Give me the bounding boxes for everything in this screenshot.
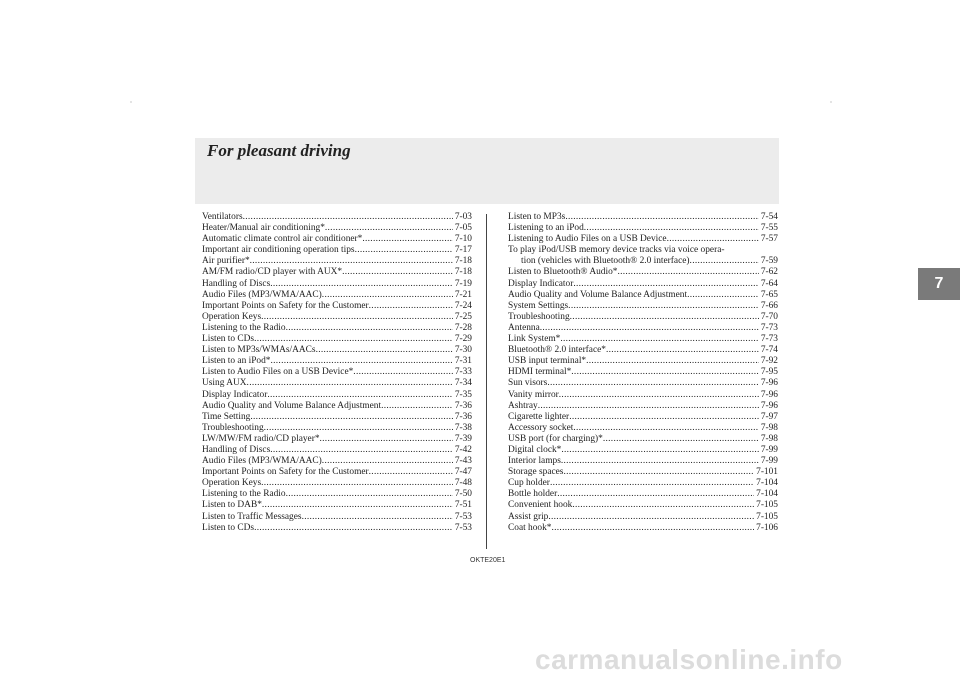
entry-title: Important air conditioning operation tips bbox=[202, 245, 355, 256]
entry-title: Listen to MP3s bbox=[508, 212, 566, 222]
entry-title: Listening to the Radio bbox=[202, 322, 286, 333]
entry-leader-dots bbox=[369, 467, 453, 478]
toc-entry[interactable] bbox=[508, 312, 778, 323]
toc-entry[interactable] bbox=[202, 312, 472, 323]
entry-title: Display Indicator bbox=[202, 389, 268, 400]
entry-leader-dots bbox=[586, 356, 759, 367]
toc-entry[interactable] bbox=[508, 467, 778, 478]
chapter-header-band bbox=[195, 138, 779, 204]
entry-title: Digital clock* bbox=[508, 444, 562, 455]
entry-title: Sun visors bbox=[508, 378, 548, 389]
entry-leader-dots bbox=[250, 412, 452, 423]
entry-page-number: 7-105 bbox=[756, 500, 778, 511]
entry-leader-dots bbox=[261, 312, 453, 323]
entry-page-number: 7-53 bbox=[454, 522, 472, 533]
entry-leader-dots bbox=[568, 301, 759, 312]
entry-title: Audio Files (MP3/WMA/AAC) bbox=[202, 456, 322, 467]
entry-leader-dots bbox=[570, 312, 759, 323]
toc-entry[interactable] bbox=[508, 456, 778, 467]
entry-leader-dots bbox=[264, 423, 453, 434]
toc-entry[interactable] bbox=[508, 523, 778, 534]
entry-page-number: 7-18 bbox=[454, 267, 472, 278]
toc-entry[interactable] bbox=[202, 378, 472, 389]
entry-leader-dots bbox=[690, 256, 759, 267]
entry-leader-dots bbox=[353, 367, 453, 378]
toc-entry[interactable] bbox=[508, 234, 778, 245]
entry-leader-dots bbox=[286, 489, 453, 500]
entry-title: Listen to Traffic Messages bbox=[202, 511, 302, 522]
entry-page-number: 7-92 bbox=[760, 356, 778, 367]
entry-title: Important Points on Safety for the Customer bbox=[202, 467, 369, 478]
entry-title: Time Setting bbox=[202, 411, 251, 422]
entry-leader-dots bbox=[584, 223, 759, 234]
entry-leader-dots bbox=[561, 445, 758, 456]
toc-entry[interactable] bbox=[202, 256, 472, 267]
entry-page-number: 7-73 bbox=[760, 322, 778, 333]
entry-title: Automatic climate control air conditioner* bbox=[202, 234, 363, 245]
entry-leader-dots bbox=[369, 301, 453, 312]
toc-entry[interactable] bbox=[202, 301, 472, 312]
entry-title: Important Points on Safety for the Customer bbox=[202, 300, 369, 311]
toc-entry[interactable] bbox=[508, 356, 778, 367]
entry-title: Listen to Audio Files on a USB Device* bbox=[202, 367, 354, 378]
entry-page-number: 7-99 bbox=[760, 444, 778, 455]
entry-title: Interior lamps bbox=[508, 456, 561, 467]
entry-leader-dots bbox=[270, 445, 453, 456]
toc-left-column bbox=[202, 212, 472, 534]
entry-page-number: 7-35 bbox=[454, 389, 472, 400]
toc-entry[interactable] bbox=[508, 267, 778, 278]
entry-leader-dots bbox=[603, 434, 759, 445]
entry-page-number: 7-96 bbox=[760, 400, 778, 411]
toc-entry[interactable] bbox=[202, 367, 472, 378]
entry-title: LW/MW/FM radio/CD player* bbox=[202, 433, 320, 444]
entry-leader-dots bbox=[606, 345, 759, 356]
entry-page-number: 7-47 bbox=[454, 467, 472, 478]
entry-page-number: 7-29 bbox=[454, 334, 472, 345]
entry-title: Audio Quality and Volume Balance Adjustment bbox=[508, 289, 688, 300]
toc-entry[interactable] bbox=[202, 334, 472, 345]
entry-title: AM/FM radio/CD player with AUX* bbox=[202, 267, 343, 278]
entry-page-number: 7-50 bbox=[454, 489, 472, 500]
toc-entry[interactable] bbox=[202, 390, 472, 401]
entry-leader-dots bbox=[572, 500, 754, 511]
entry-page-number: 7-55 bbox=[760, 223, 778, 234]
entry-page-number: 7-104 bbox=[756, 489, 778, 500]
entry-page-number: 7-98 bbox=[760, 422, 778, 433]
entry-title-line2: tion (vehicles with Bluetooth® 2.0 interface) bbox=[521, 256, 690, 267]
entry-leader-dots bbox=[569, 412, 759, 423]
entry-page-number: 7-99 bbox=[760, 456, 778, 467]
entry-page-number: 7-03 bbox=[454, 212, 472, 222]
entry-page-number: 7-96 bbox=[760, 378, 778, 389]
entry-title: Air purifier* bbox=[202, 256, 250, 267]
corner-mark-left bbox=[130, 101, 132, 103]
entry-title: Handling of Discs bbox=[202, 444, 271, 455]
toc-entry[interactable] bbox=[202, 434, 472, 445]
entry-leader-dots bbox=[254, 334, 453, 345]
watermark: carmanualsonline.info bbox=[535, 644, 843, 675]
entry-title: Display Indicator bbox=[508, 278, 574, 289]
entry-leader-dots bbox=[381, 401, 453, 412]
entry-leader-dots bbox=[573, 423, 758, 434]
entry-page-number: 7-05 bbox=[454, 223, 472, 234]
toc-entry[interactable] bbox=[508, 334, 778, 345]
entry-title: Listen to CDs bbox=[202, 522, 255, 533]
entry-leader-dots bbox=[687, 290, 759, 301]
entry-page-number: 7-101 bbox=[756, 467, 778, 478]
entry-title: Operation Keys bbox=[202, 478, 262, 489]
toc-entry[interactable] bbox=[508, 378, 778, 389]
entry-title: Assist grip bbox=[508, 511, 549, 522]
toc-entry[interactable] bbox=[202, 412, 472, 423]
entry-title: Ashtray bbox=[508, 400, 538, 411]
entry-page-number: 7-33 bbox=[454, 367, 472, 378]
entry-leader-dots bbox=[271, 356, 453, 367]
entry-leader-dots bbox=[247, 378, 453, 389]
entry-title: Using AUX bbox=[202, 378, 247, 389]
footer-code: OKTE20E1 bbox=[470, 557, 506, 564]
entry-page-number: 7-38 bbox=[454, 422, 472, 433]
entry-title: Listen to DAB* bbox=[202, 500, 262, 511]
entry-title: USB port (for charging)* bbox=[508, 433, 603, 444]
entry-leader-dots bbox=[254, 523, 453, 534]
column-divider bbox=[486, 214, 487, 549]
entry-page-number: 7-18 bbox=[454, 256, 472, 267]
entry-title: Listening to an iPod bbox=[508, 223, 584, 234]
entry-leader-dots bbox=[267, 390, 452, 401]
entry-leader-dots bbox=[560, 334, 758, 345]
entry-title: Cigarette lighter bbox=[508, 411, 570, 422]
entry-page-number: 7-66 bbox=[760, 300, 778, 311]
entry-page-number: 7-74 bbox=[760, 345, 778, 356]
entry-leader-dots bbox=[561, 456, 759, 467]
entry-page-number: 7-96 bbox=[760, 389, 778, 400]
entry-title: Listen to MP3s/WMAs/AACs bbox=[202, 345, 316, 356]
entry-page-number: 7-17 bbox=[454, 245, 472, 256]
toc-entry[interactable] bbox=[508, 445, 778, 456]
entry-title: Audio Files (MP3/WMA/AAC) bbox=[202, 289, 322, 300]
entry-title: Convenient hook bbox=[508, 500, 573, 511]
toc-entry[interactable] bbox=[508, 478, 778, 489]
toc-entry[interactable] bbox=[202, 500, 472, 511]
toc-entry[interactable] bbox=[508, 489, 778, 500]
entry-title-line1: To play iPod/USB memory device tracks via voice opera- bbox=[508, 245, 725, 256]
entry-leader-dots bbox=[548, 512, 754, 523]
entry-page-number: 7-97 bbox=[760, 411, 778, 422]
toc-entry[interactable] bbox=[508, 301, 778, 312]
entry-page-number: 7-28 bbox=[454, 322, 472, 333]
entry-page-number: 7-43 bbox=[454, 456, 472, 467]
entry-leader-dots bbox=[550, 478, 754, 489]
toc-entry[interactable] bbox=[202, 467, 472, 478]
chapter-title: For pleasant driving bbox=[207, 141, 351, 160]
entry-title: Coat hook* bbox=[508, 522, 552, 533]
entry-page-number: 7-36 bbox=[454, 400, 472, 411]
entry-page-number: 7-36 bbox=[454, 411, 472, 422]
entry-title: Accessory socket bbox=[508, 422, 574, 433]
toc-entry[interactable] bbox=[202, 401, 472, 412]
entry-title: Listen to an iPod* bbox=[202, 356, 271, 367]
toc-entry[interactable] bbox=[202, 478, 472, 489]
entry-leader-dots bbox=[320, 434, 453, 445]
entry-page-number: 7-19 bbox=[454, 278, 472, 289]
toc-entry[interactable] bbox=[202, 445, 472, 456]
entry-page-number: 7-10 bbox=[454, 234, 472, 245]
toc-entry[interactable] bbox=[508, 323, 778, 334]
entry-title: Link System* bbox=[508, 334, 561, 345]
entry-title: Listen to Bluetooth® Audio* bbox=[508, 267, 618, 278]
toc-entry[interactable] bbox=[508, 500, 778, 511]
entry-title: Listen to CDs bbox=[202, 334, 255, 345]
entry-title: Troubleshooting bbox=[508, 311, 570, 322]
toc-entry[interactable] bbox=[508, 423, 778, 434]
entry-title: Listening to Audio Files on a USB Device bbox=[508, 234, 667, 245]
entry-title: Audio Quality and Volume Balance Adjustment bbox=[202, 400, 382, 411]
toc-entry[interactable] bbox=[202, 245, 472, 256]
entry-page-number: 7-24 bbox=[454, 300, 472, 311]
entry-title: Antenna bbox=[508, 322, 540, 333]
entry-page-number: 7-62 bbox=[760, 267, 778, 278]
entry-title: USB input terminal* bbox=[508, 356, 587, 367]
entry-title: Bluetooth® 2.0 interface* bbox=[508, 345, 606, 356]
entry-leader-dots bbox=[316, 345, 453, 356]
toc-entry[interactable] bbox=[508, 345, 778, 356]
toc-entry[interactable] bbox=[202, 223, 472, 234]
toc-entry[interactable] bbox=[202, 234, 472, 245]
entry-leader-dots bbox=[617, 267, 758, 278]
entry-leader-dots bbox=[538, 401, 759, 412]
toc-entry[interactable] bbox=[508, 512, 778, 523]
entry-leader-dots bbox=[667, 234, 759, 245]
entry-page-number: 7-98 bbox=[760, 433, 778, 444]
entry-leader-dots bbox=[559, 390, 759, 401]
entry-page-number: 7-39 bbox=[454, 433, 472, 444]
entry-leader-dots bbox=[540, 323, 759, 334]
chapter-tab[interactable]: 7 bbox=[918, 268, 960, 300]
entry-leader-dots bbox=[565, 212, 759, 223]
toc-entry[interactable] bbox=[202, 512, 472, 523]
entry-leader-dots bbox=[322, 456, 453, 467]
entry-page-number: 7-95 bbox=[760, 367, 778, 378]
entry-page-number: 7-51 bbox=[454, 500, 472, 511]
entry-page-number: 7-48 bbox=[454, 478, 472, 489]
entry-leader-dots bbox=[573, 279, 758, 290]
toc-entry[interactable] bbox=[508, 279, 778, 290]
entry-leader-dots bbox=[552, 523, 755, 534]
entry-page-number: 7-30 bbox=[454, 345, 472, 356]
toc-entry[interactable] bbox=[202, 345, 472, 356]
toc-entry[interactable] bbox=[508, 412, 778, 423]
toc-entry[interactable] bbox=[202, 489, 472, 500]
entry-page-number: 7-64 bbox=[760, 278, 778, 289]
entry-leader-dots bbox=[250, 256, 453, 267]
entry-page-number: 7-104 bbox=[756, 478, 778, 489]
entry-page-number: 7-21 bbox=[454, 289, 472, 300]
toc-entry[interactable] bbox=[508, 367, 778, 378]
toc-entry[interactable] bbox=[202, 290, 472, 301]
toc-entry[interactable] bbox=[508, 290, 778, 301]
entry-title: Listening to the Radio bbox=[202, 489, 286, 500]
toc-entry[interactable] bbox=[508, 401, 778, 412]
entry-title: Cup holder bbox=[508, 478, 550, 489]
entry-page-number: 7-106 bbox=[756, 522, 778, 533]
entry-leader-dots bbox=[243, 212, 453, 223]
entry-leader-dots bbox=[362, 234, 452, 245]
entry-title: Storage spaces bbox=[508, 467, 564, 478]
toc-entry[interactable] bbox=[202, 356, 472, 367]
toc-entry[interactable] bbox=[202, 323, 472, 334]
entry-page-number: 7-73 bbox=[760, 334, 778, 345]
entry-page-number: 7-59 bbox=[760, 256, 778, 267]
entry-leader-dots bbox=[262, 500, 453, 511]
toc-entry[interactable] bbox=[202, 523, 472, 534]
entry-page-number: 7-34 bbox=[454, 378, 472, 389]
toc-entry[interactable] bbox=[202, 423, 472, 434]
toc-entry[interactable] bbox=[508, 212, 778, 223]
toc-entry[interactable] bbox=[202, 456, 472, 467]
entry-title: Operation Keys bbox=[202, 311, 262, 322]
entry-page-number: 7-105 bbox=[756, 511, 778, 522]
toc-entry[interactable] bbox=[202, 279, 472, 290]
entry-title: Ventilators bbox=[202, 212, 243, 222]
entry-leader-dots bbox=[355, 245, 453, 256]
entry-leader-dots bbox=[325, 223, 453, 234]
toc-entry[interactable] bbox=[508, 223, 778, 234]
toc-entry-voice-operation[interactable] bbox=[508, 245, 778, 267]
entry-title: Bottle holder bbox=[508, 489, 558, 500]
entry-page-number: 7-70 bbox=[760, 311, 778, 322]
toc-right-column bbox=[508, 212, 778, 534]
toc-entry[interactable] bbox=[508, 434, 778, 445]
toc-entry[interactable] bbox=[508, 390, 778, 401]
entry-leader-dots bbox=[286, 323, 453, 334]
toc-entry[interactable] bbox=[202, 212, 472, 223]
entry-title: HDMI terminal* bbox=[508, 367, 572, 378]
entry-page-number: 7-25 bbox=[454, 311, 472, 322]
entry-leader-dots bbox=[322, 290, 453, 301]
entry-page-number: 7-42 bbox=[454, 444, 472, 455]
entry-page-number: 7-54 bbox=[760, 212, 778, 222]
entry-leader-dots bbox=[261, 478, 453, 489]
entry-title: Vanity mirror bbox=[508, 389, 559, 400]
entry-leader-dots bbox=[563, 467, 754, 478]
entry-leader-dots bbox=[557, 489, 754, 500]
entry-leader-dots bbox=[270, 279, 453, 290]
entry-title: Heater/Manual air conditioning* bbox=[202, 223, 325, 234]
corner-mark-right bbox=[830, 101, 832, 103]
entry-leader-dots bbox=[302, 512, 453, 523]
entry-title: Troubleshooting bbox=[202, 422, 264, 433]
entry-page-number: 7-65 bbox=[760, 289, 778, 300]
entry-leader-dots bbox=[571, 367, 759, 378]
entry-page-number: 7-31 bbox=[454, 356, 472, 367]
entry-title: System Settings bbox=[508, 300, 569, 311]
entry-page-number: 7-53 bbox=[454, 511, 472, 522]
entry-page-number: 7-57 bbox=[760, 234, 778, 245]
entry-leader-dots bbox=[342, 267, 453, 278]
entry-leader-dots bbox=[547, 378, 758, 389]
toc-entry[interactable] bbox=[202, 267, 472, 278]
entry-title: Handling of Discs bbox=[202, 278, 271, 289]
